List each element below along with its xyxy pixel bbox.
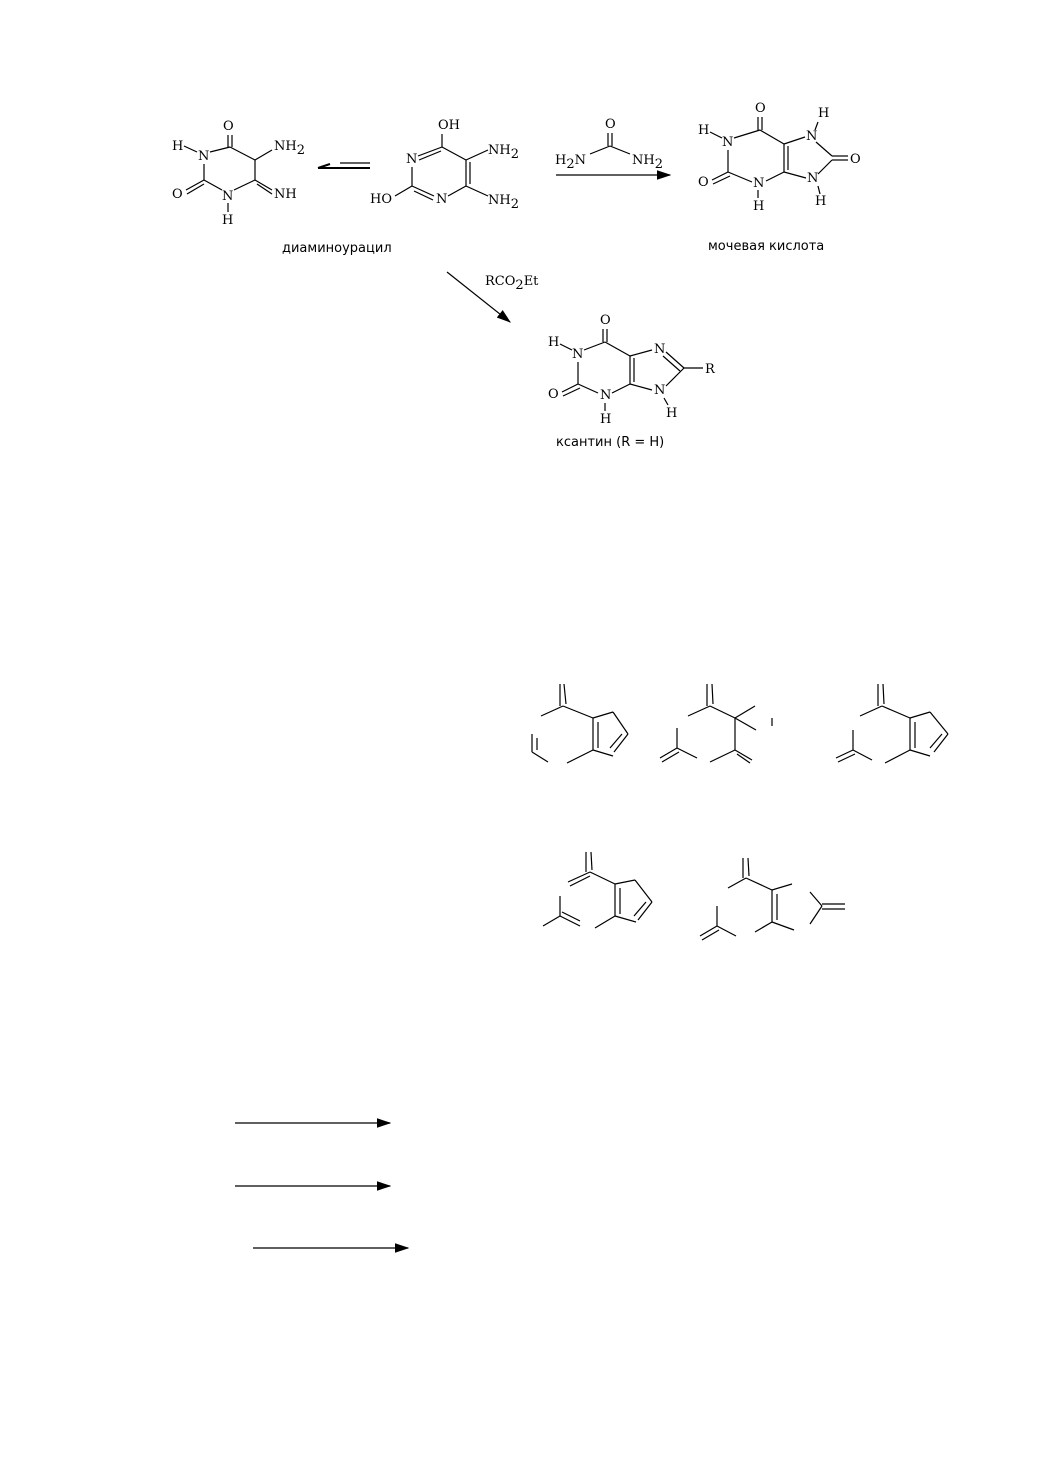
skeletal-fragment-1	[532, 684, 628, 763]
skeletal-fragment-5	[700, 858, 845, 940]
skeletal-fragment-3	[836, 684, 948, 763]
skeletal-fragment-4	[543, 852, 652, 928]
urea-o: O	[605, 117, 616, 132]
atom-o-top: O	[755, 101, 766, 116]
uric-acid-structure	[698, 101, 861, 214]
atom-ho: HO	[370, 192, 392, 207]
atom-nh: NH	[274, 187, 297, 202]
atom-n1: N	[722, 135, 734, 150]
xanthine-structure	[548, 313, 716, 427]
atom-h-bottom: H	[222, 213, 234, 228]
ester-reagent: RCO2Et	[485, 274, 539, 293]
skeletal-fragment-2	[660, 684, 772, 763]
atom-n7: N	[654, 342, 666, 357]
atom-nh2: NH2	[274, 139, 305, 158]
atom-nh2-b: NH2	[488, 193, 519, 212]
atom-o-left: O	[172, 187, 183, 202]
atom-h: H	[172, 139, 184, 154]
atom-n: N	[198, 149, 210, 164]
atom-o-right: O	[850, 152, 861, 167]
atom-nh2-a: NH2	[488, 143, 519, 162]
atom-h-left: H	[698, 123, 710, 138]
atom-n3: N	[600, 388, 612, 403]
atom-n3: N	[753, 176, 765, 191]
atom-r: R	[705, 362, 715, 377]
equilibrium-arrow	[318, 163, 370, 168]
atom-oh: OH	[438, 118, 460, 133]
triaminopyrimidine-structure	[370, 118, 519, 212]
atom-n-bottom: N	[436, 192, 448, 207]
atom-h-bottom-right: H	[815, 194, 827, 209]
atom-o-left: O	[548, 387, 559, 402]
urea-nh2: NH2	[632, 153, 663, 172]
atom-n9: N	[654, 383, 666, 398]
urea-reagent	[555, 117, 663, 172]
atom-h-right-top: H	[818, 106, 830, 121]
atom-n-left: N	[406, 152, 418, 167]
diaminouracil-structure	[172, 119, 305, 228]
atom-o-left: O	[698, 175, 709, 190]
caption-diaminouracil: диаминоурацил	[282, 241, 392, 256]
atom-n1: N	[572, 347, 584, 362]
atom-n7: N	[806, 129, 818, 144]
atom-h-bottom-right: H	[666, 406, 678, 421]
atom-n3: N	[222, 189, 234, 204]
atom-h-bottom-left: H	[600, 412, 612, 427]
atom-h-left: H	[548, 335, 560, 350]
atom-o-top: O	[600, 313, 611, 328]
urea-h2n: H2N	[555, 153, 586, 172]
atom-o: O	[223, 119, 234, 134]
caption-uric-acid: мочевая кислота	[708, 239, 825, 254]
atom-h-bottom-left: H	[753, 199, 765, 214]
caption-xanthine: ксантин (R = H)	[556, 435, 665, 450]
atom-n9: N	[807, 171, 819, 186]
